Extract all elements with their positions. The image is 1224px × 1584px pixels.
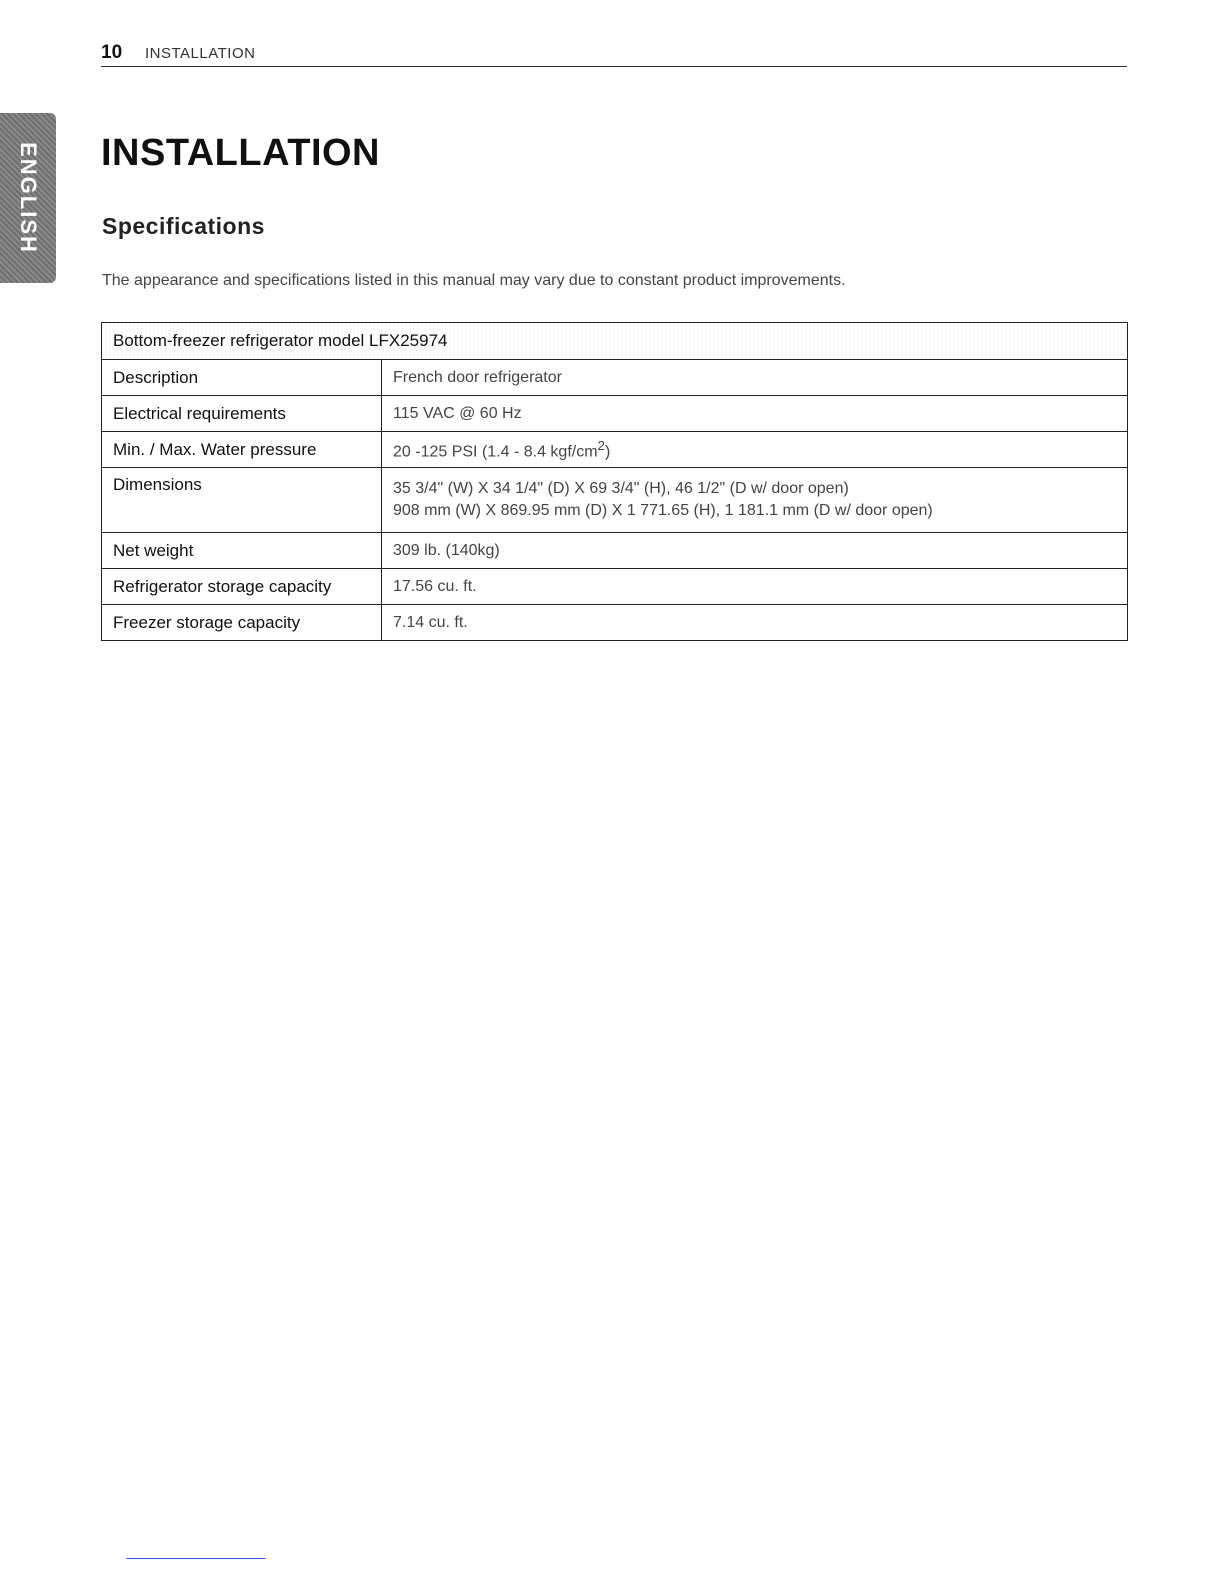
superscript-2: 2 — [597, 437, 605, 453]
specifications-table — [101, 322, 1128, 641]
table-row-electrical — [102, 396, 1128, 432]
water-pressure-suffix: ) — [604, 443, 611, 461]
row-value — [382, 468, 1128, 533]
table-row-dimensions — [102, 468, 1128, 533]
running-title: INSTALLATION — [145, 45, 256, 62]
row-label: Description — [102, 360, 382, 396]
dimensions-imperial: 35 3/4" (W) X 34 1/4" (D) X 69 3/4" (H), 46 1/2" (D w/ door open) — [393, 480, 849, 497]
row-value — [382, 432, 1128, 468]
table-header: Bottom-freezer refrigerator model LFX25974 — [102, 323, 1128, 360]
row-label: Net weight — [102, 533, 382, 569]
page-header — [101, 42, 1127, 67]
row-value: 115 VAC @ 60 Hz — [382, 396, 1128, 432]
row-value: French door refrigerator — [382, 360, 1128, 396]
row-label: Electrical requirements — [102, 396, 382, 432]
intro-text: The appearance and specifications listed in this manual may vary due to constant product improvements. — [102, 272, 846, 289]
table-row-description — [102, 360, 1128, 396]
page-number: 10 — [101, 42, 123, 63]
row-label: Dimensions — [102, 468, 382, 533]
section-title: Specifications — [102, 213, 265, 239]
page-title: INSTALLATION — [101, 132, 380, 174]
table-row-freezer-capacity — [102, 605, 1128, 641]
row-value: 7.14 cu. ft. — [382, 605, 1128, 641]
footer-line — [126, 1558, 266, 1559]
row-label: Freezer storage capacity — [102, 605, 382, 641]
table-header-row — [102, 323, 1128, 360]
language-tab-label: ENGLISH — [16, 142, 41, 254]
table-row-fridge-capacity — [102, 569, 1128, 605]
language-tab — [0, 113, 56, 283]
table-row-net-weight — [102, 533, 1128, 569]
row-label: Min. / Max. Water pressure — [102, 432, 382, 468]
row-label: Refrigerator storage capacity — [102, 569, 382, 605]
table-row-water-pressure — [102, 432, 1128, 468]
dimensions-metric: 908 mm (W) X 869.95 mm (D) X 1 771.65 (H), 1 181.1 mm (D w/ door open) — [393, 502, 933, 519]
row-value: 17.56 cu. ft. — [382, 569, 1128, 605]
row-value: 309 lb. (140kg) — [382, 533, 1128, 569]
water-pressure-value: 20 -125 PSI (1.4 - 8.4 kgf/cm — [393, 443, 598, 461]
